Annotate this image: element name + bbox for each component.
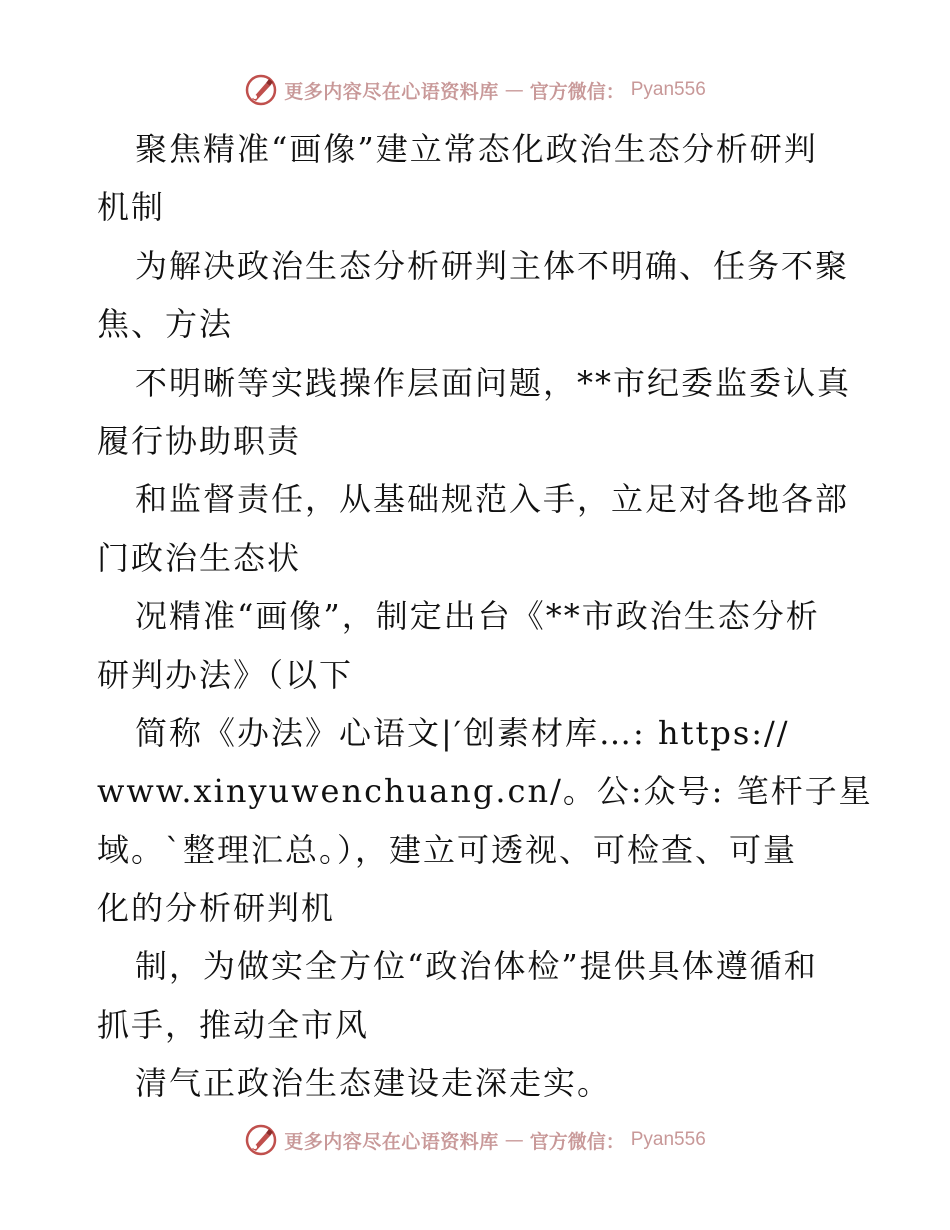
- header-site-name: 更多内容尽在心语资料库: [284, 80, 499, 103]
- header-dash: —: [504, 79, 524, 101]
- paragraph-line: 聚焦精准“画像”建立常态化政治生态分析研判: [135, 130, 818, 168]
- paragraph-line: 抓手，推动全市风: [97, 1005, 370, 1044]
- paragraph-line: 机制: [97, 188, 166, 227]
- footer-dash: —: [504, 1129, 524, 1151]
- paragraph-line: 制，为做实全方位“政治体检”提供具体遵循和: [135, 947, 818, 986]
- footer-watermark-banner: [0, 1120, 950, 1160]
- header-wechat-label: 官方微信：: [529, 80, 625, 103]
- paragraph-line: 研判办法》（以下: [97, 655, 354, 694]
- paragraph-line: 履行协助职责: [97, 421, 302, 460]
- header-wechat-id: Pyan556: [630, 79, 706, 100]
- paragraph-line: 简称《办法》心语文|′创素材库…: https://: [135, 713, 790, 752]
- paragraph-line: 化的分析研判机: [97, 889, 336, 928]
- footer-wechat-id: Pyan556: [630, 1129, 706, 1150]
- pen-logo-icon: [244, 73, 278, 107]
- paragraph-line: www.xinyuwenchuang.cn/。公:众号: 笔杆子星: [97, 772, 873, 811]
- paragraph-line: 域。`整理汇总。），建立可透视、可检查、可量: [97, 830, 798, 869]
- paragraph-line: 门政治生态状: [97, 538, 302, 577]
- paragraph-line: 不明晰等实践操作层面问题，**市纪委监委认真: [135, 363, 852, 402]
- paragraph-line: 况精准“画像”，制定出台《**市政治生态分析: [135, 597, 820, 636]
- document-body: [97, 120, 873, 1113]
- paragraph-line: 清气正政治生态建设走深走实。: [135, 1064, 612, 1103]
- header-watermark-banner: [0, 70, 950, 110]
- pen-logo-icon: [244, 1123, 278, 1157]
- paragraph-line: 为解决政治生态分析研判主体不明确、任务不聚: [135, 246, 850, 285]
- footer-site-name: 更多内容尽在心语资料库: [284, 1130, 499, 1153]
- paragraph-line: 焦、方法: [97, 305, 234, 344]
- paragraph-line: 和监督责任，从基础规范入手，立足对各地各部: [135, 480, 850, 519]
- footer-wechat-label: 官方微信：: [529, 1130, 625, 1153]
